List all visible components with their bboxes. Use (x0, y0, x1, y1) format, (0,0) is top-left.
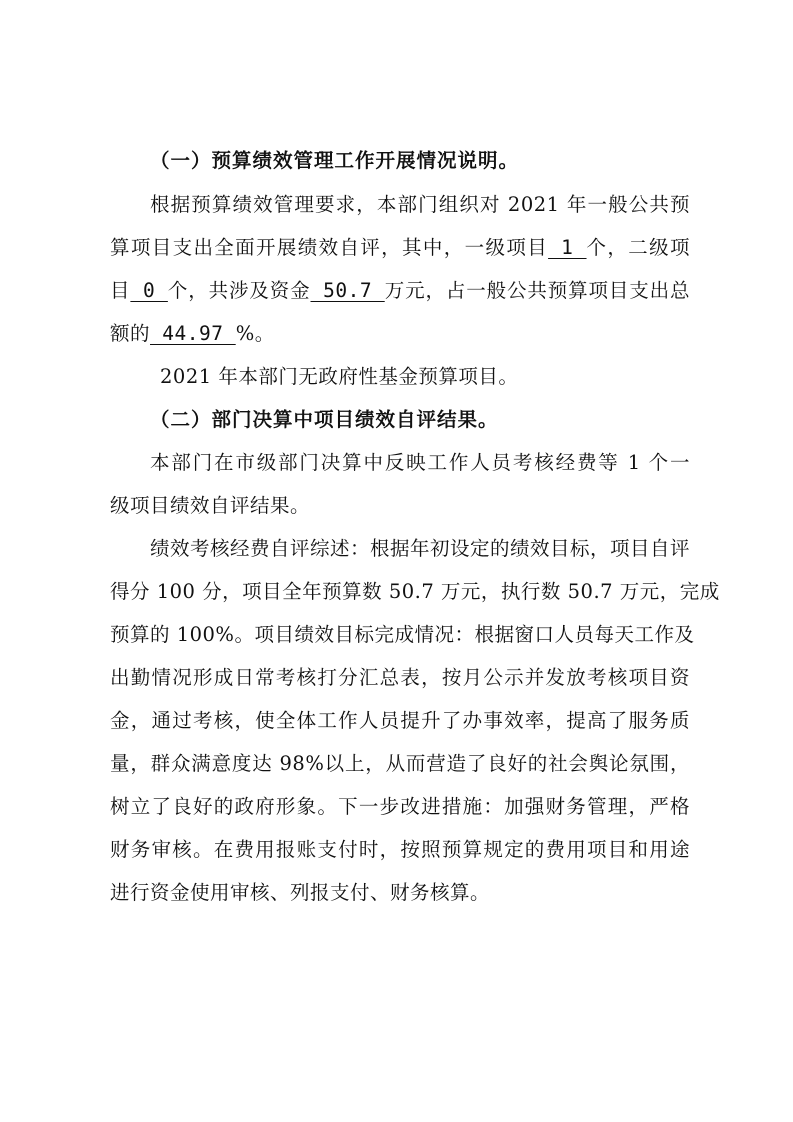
text-fragment: 个，二级项 (586, 236, 690, 259)
percentage-value: 44.97 (150, 322, 236, 345)
text-fragment: 额的 (110, 322, 151, 345)
paragraph-line (110, 321, 690, 347)
paragraph-line: 得分 100 分，项目全年预算数 50.7 万元，执行数 50.7 万元，完成 (110, 580, 720, 603)
text-fragment: 算项目支出全面开展绩效自评，其中，一级项目 (110, 236, 549, 259)
paragraph-line: 财务审核。在费用报账支付时，按照预算规定的费用项目和用途 (110, 838, 690, 861)
paragraph-line: 预算的 100%。项目绩效目标完成情况：根据窗口人员每天工作及 (110, 623, 695, 646)
section-1-heading: （一）预算绩效管理工作开展情况说明。 (150, 149, 520, 172)
text-fragment: 万元，占一般公共预算项目支出总 (384, 279, 690, 302)
funds-amount: 50.7 (310, 279, 385, 302)
paragraph-line: 出勤情况形成日常考核打分汇总表，按月公示并发放考核项目资 (110, 666, 690, 689)
section-2-heading: （二）部门决算中项目绩效自评结果。 (150, 408, 499, 431)
first-level-project-count: 1 (548, 236, 587, 259)
paragraph-line: 根据预算绩效管理要求，本部门组织对 2021 年一般公共预 (150, 193, 690, 216)
text-fragment: %。 (235, 322, 275, 345)
text-fragment: 个，共涉及资金 (167, 279, 311, 302)
paragraph-line: 进行资金使用审核、列报支付、财务核算。 (110, 881, 491, 904)
paragraph-line (110, 278, 690, 304)
second-level-project-count: 0 (130, 279, 168, 302)
paragraph-line: 金，通过考核，使全体工作人员提升了办事效率，提高了服务质 (110, 709, 690, 732)
paragraph-line (110, 235, 690, 261)
paragraph-line: 级项目绩效自评结果。 (110, 494, 311, 517)
text-fragment: 目 (110, 279, 131, 302)
paragraph-line: 本部门在市级部门决算中反映工作人员考核经费等 1 个一 (150, 451, 690, 474)
paragraph-line: 2021 年本部门无政府性基金预算项目。 (160, 365, 519, 388)
paragraph-line: 树立了良好的政府形象。下一步改进措施：加强财务管理，严格 (110, 795, 690, 818)
paragraph-line: 绩效考核经费自评综述：根据年初设定的绩效目标，项目自评 (150, 537, 691, 560)
paragraph-line: 量，群众满意度达 98%以上，从而营造了良好的社会舆论氛围， (110, 752, 690, 775)
